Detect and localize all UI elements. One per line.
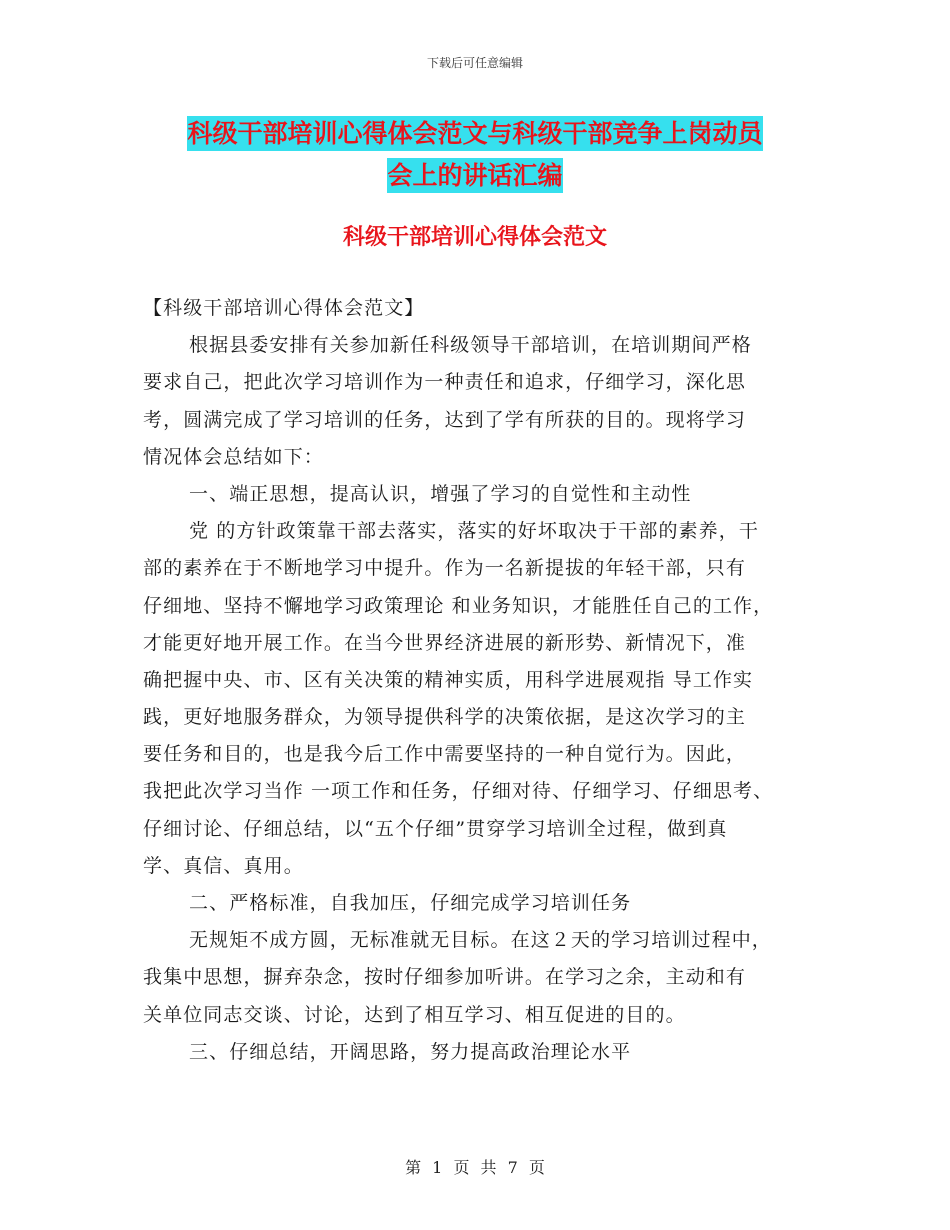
document-title-line-1: [0, 114, 950, 150]
body-line: 情况体会总结如下：: [143, 445, 324, 468]
subheading-2: 二、严格标准，自我加压，仔细完成学习培训任务: [189, 892, 632, 914]
body-line: 要求自己，把此次学习培训作为一种责任和追求，仔细学习，深化思: [143, 371, 747, 394]
document-title-line-1-text: 科级干部培训心得体会范文与科级干部竞争上岗动员: [187, 116, 762, 151]
body-line: 学、真信、真用。: [143, 854, 304, 877]
body-line: 我把此次学习当作 一项工作和任务，仔细对待、仔细学习、仔细思考、: [143, 780, 774, 803]
body-line: 仔细讨论、仔细总结，以“五个仔细”贯穿学习培训全过程，做到真: [143, 817, 728, 840]
body-line: 根据县委安排有关参加新任科级领导干部培训，在培训期间严格: [189, 334, 752, 357]
page-footer: 第 1 页 共 7 页: [405, 1158, 545, 1177]
body-line: 党 的方针政策靠干部去落实，落实的好坏取决于干部的素养，干: [189, 520, 759, 543]
body-line: 考，圆满完成了学习培训的任务，达到了学有所获的目的。现将学习: [143, 408, 747, 431]
paragraph-label: 【科级干部培训心得体会范文】: [143, 297, 425, 319]
subheading-1: 一、端正思想，提高认识，增强了学习的自觉性和主动性: [189, 482, 692, 505]
document-title-line-2: [0, 156, 950, 192]
body-line: 才能更好地开展工作。在当今世界经济进展的新形势、新情况下，准: [143, 631, 747, 654]
body-line: 确把握中央、市、区有关决策的精神实质，用科学进展观指 导工作实: [143, 668, 754, 691]
body-text: [143, 290, 818, 1071]
body-line: 仔细地、坚持不懈地学习政策理论 和业务知识，才能胜任自己的工作，: [143, 594, 774, 617]
body-line: 要任务和目的，也是我今后工作中需要坚持的一种自觉行为。因此，: [143, 743, 747, 766]
body-line: 部的素养在于不断地学习中提升。作为一名新提拔的年轻干部，只有: [143, 557, 747, 580]
section-title: 科级干部培训心得体会范文: [342, 225, 607, 250]
document-title-line-2-text: 会上的讲话汇编: [387, 158, 562, 193]
body-line: 无规矩不成方圆，无标准就无目标。在这２天的学习培训过程中，: [189, 929, 772, 952]
subheading-3: 三、仔细总结，开阔思路，努力提高政治理论水平: [189, 1040, 632, 1063]
body-line: 践，更好地服务群众，为领导提供科学的决策依据，是这次学习的主: [143, 706, 747, 729]
body-line: 关单位同志交谈、讨论，达到了相互学习、相互促进的目的。: [143, 1003, 686, 1026]
header-note: 下载后可任意编辑: [426, 56, 523, 70]
body-line: 我集中思想，摒弃杂念，按时仔细参加听讲。在学习之余，主动和有: [143, 966, 747, 989]
